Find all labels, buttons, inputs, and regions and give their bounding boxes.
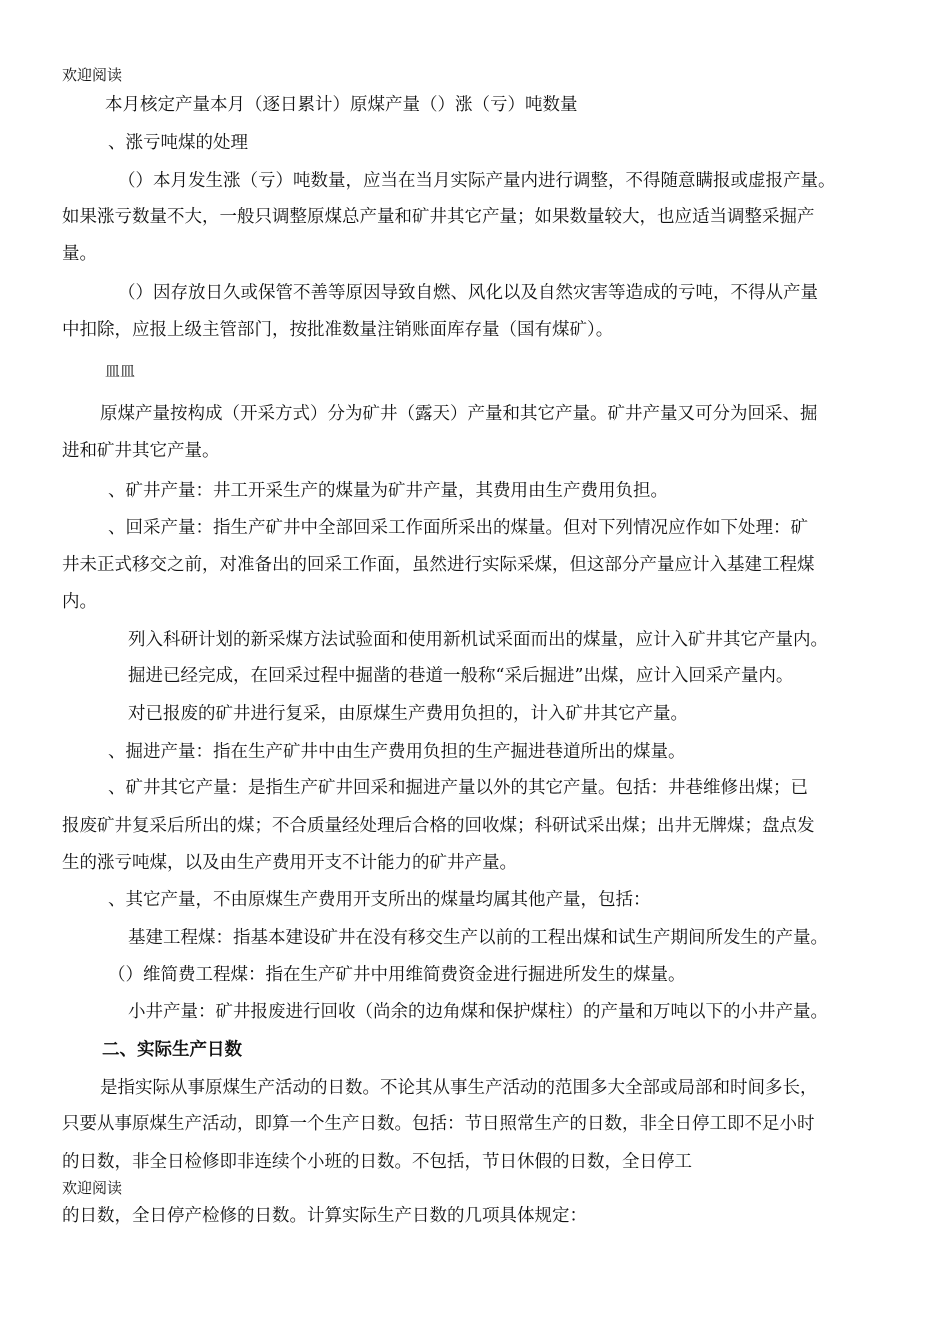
text-line: 只要从事原煤生产活动，即算一个生产日数。包括：节日照常生产的日数，非全日停工即不足小时 bbox=[62, 1114, 815, 1134]
text-line: （）本月发生涨（亏）吨数量，应当在当月实际产量内进行调整，不得随意瞒报或虚报产量。 bbox=[118, 171, 836, 191]
text-line: 如果涨亏数量不大，一般只调整原煤总产量和矿井其它产量；如果数量较大，也应适当调整采掘产 bbox=[62, 207, 815, 227]
text-line: 报废矿井复采后所出的煤；不合质量经处理后合格的回收煤；科研试采出煤；出井无牌煤；盘点发 bbox=[62, 816, 815, 836]
text-line: 皿皿 bbox=[105, 362, 136, 380]
text-line: 列入科研计划的新采煤方法试验面和使用新机试采面而出的煤量，应计入矿井其它产量内。 bbox=[128, 630, 828, 650]
text-line: 生的涨亏吨煤，以及由生产费用开支不计能力的矿井产量。 bbox=[62, 853, 517, 873]
section-heading: 、涨亏吨煤的处理 bbox=[108, 133, 248, 153]
footer-watermark: 欢迎阅读 bbox=[62, 1179, 123, 1197]
text-line: （）因存放日久或保管不善等原因导致自燃、风化以及自然灾害等造成的亏吨，不得从产量 bbox=[118, 283, 818, 303]
text-line: 是指实际从事原煤生产活动的日数。不论其从事生产活动的范围多大全部或局部和时间多长， bbox=[100, 1078, 818, 1098]
text-line: 的日数，非全日检修即非连续个小班的日数。不包括，节日休假的日数，全日停工 bbox=[62, 1152, 692, 1172]
text-line: 进和矿井其它产量。 bbox=[62, 441, 220, 461]
text-line: 内。 bbox=[62, 592, 97, 612]
text-line: 掘进已经完成，在回采过程中掘凿的巷道一般称“采后掘进”出煤，应计入回采产量内。 bbox=[128, 666, 794, 686]
text-line: 本月核定产量本月（逐日累计）原煤产量（）涨（亏）吨数量 bbox=[105, 95, 578, 115]
text-line: 、掘进产量：指在生产矿井中由生产费用负担的生产掘进巷道所出的煤量。 bbox=[108, 742, 686, 762]
section-heading: 二、实际生产日数 bbox=[102, 1040, 242, 1060]
text-line: （）维简费工程煤：指在生产矿井中用维简费资金进行掘进所发生的煤量。 bbox=[108, 965, 686, 985]
text-line: 、回采产量：指生产矿井中全部回采工作面所采出的煤量。但对下列情况应作如下处理：矿 bbox=[108, 518, 808, 538]
text-line: 的日数，全日停产检修的日数。计算实际生产日数的几项具体规定： bbox=[62, 1206, 587, 1226]
text-line: 井未正式移交之前，对准备出的回采工作面，虽然进行实际采煤，但这部分产量应计入基建工程煤 bbox=[62, 555, 815, 575]
text-line: 小井产量：矿井报废进行回收（尚余的边角煤和保护煤柱）的产量和万吨以下的小井产量。 bbox=[128, 1002, 828, 1022]
text-line: 量。 bbox=[62, 244, 97, 264]
text-line: 对已报废的矿井进行复采，由原煤生产费用负担的，计入矿井其它产量。 bbox=[128, 704, 688, 724]
text-line: 、矿井其它产量：是指生产矿井回采和掘进产量以外的其它产量。包括：井巷维修出煤；已 bbox=[108, 778, 808, 798]
header-watermark: 欢迎阅读 bbox=[62, 66, 123, 84]
text-line: 中扣除，应报上级主管部门，按批准数量注销账面库存量（国有煤矿）。 bbox=[62, 320, 614, 340]
text-line: 基建工程煤：指基本建设矿井在没有移交生产以前的工程出煤和试生产期间所发生的产量。 bbox=[128, 928, 828, 948]
text-line: 原煤产量按构成（开采方式）分为矿井（露天）产量和其它产量。矿井产量又可分为回采、掘 bbox=[100, 404, 818, 424]
text-line: 、矿井产量：井工开采生产的煤量为矿井产量，其费用由生产费用负担。 bbox=[108, 481, 668, 501]
text-line: 、其它产量，不由原煤生产费用开支所出的煤量均属其他产量，包括： bbox=[108, 890, 651, 910]
